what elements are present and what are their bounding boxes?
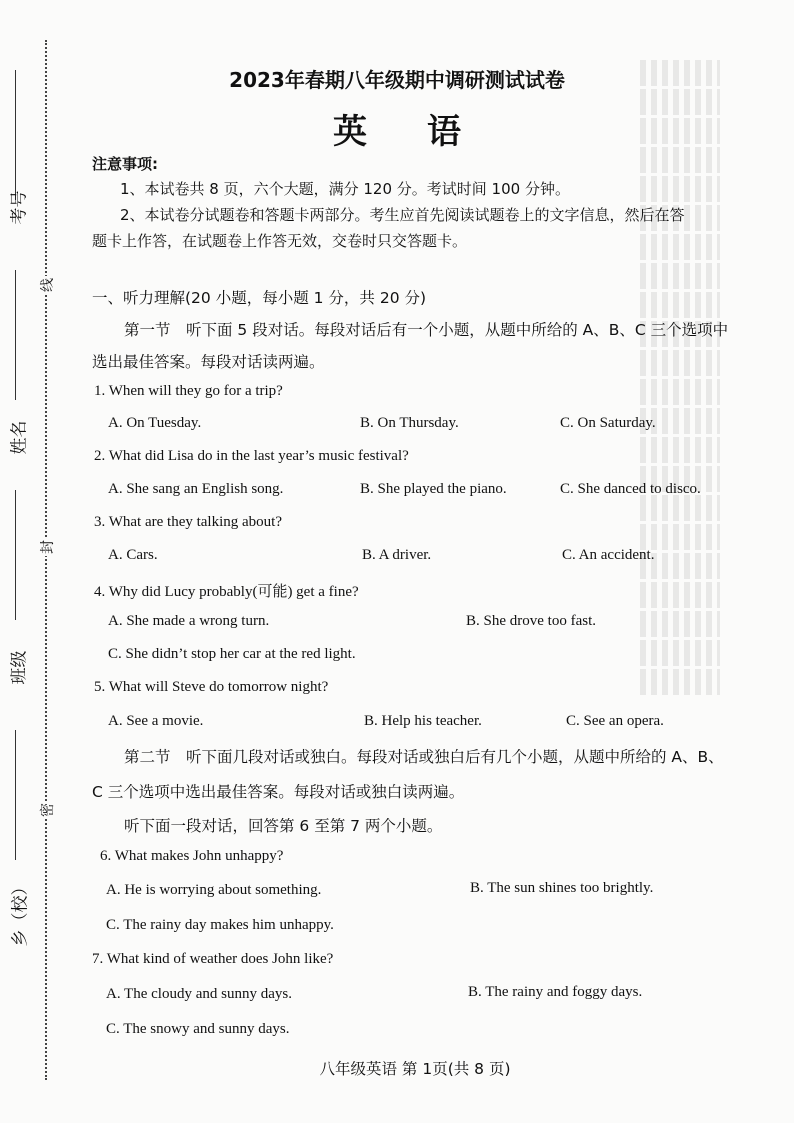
option-c: C. She danced to disco. bbox=[560, 481, 701, 497]
page-footer: 八年级英语 第 1页(共 8 页) bbox=[319, 1060, 511, 1078]
dotline-word-line: 线 bbox=[37, 276, 57, 294]
question: 4. Why did Lucy probably(可能) get a fine? bbox=[94, 584, 359, 600]
dotline-word-secret: 密 bbox=[37, 801, 57, 819]
option-b: B. She played the piano. bbox=[360, 481, 507, 497]
question: 7. What kind of weather does John like? bbox=[92, 951, 334, 967]
option-b: B. The sun shines too brightly. bbox=[470, 880, 654, 896]
question: 2. What did Lisa do in the last year’s music festival? bbox=[94, 448, 409, 464]
option-a: A. He is worrying about something. bbox=[106, 882, 322, 898]
option-b: B. Help his teacher. bbox=[364, 713, 482, 729]
option-c: C. An accident. bbox=[562, 547, 655, 563]
part2-instruction: C 三个选项中选出最佳答案。每段对话或独白读两遍。 bbox=[92, 783, 465, 801]
section-heading: 一、听力理解(20 小题，每小题 1 分，共 20 分) bbox=[92, 289, 427, 307]
part2-instruction: 第二节 听下面几段对话或独白。每段对话或独白后有几个小题，从题中所给的 A、B、 bbox=[124, 748, 724, 766]
option-b: B. On Thursday. bbox=[360, 415, 459, 431]
question: 1. When will they go for a trip? bbox=[94, 383, 283, 399]
option-a: A. The cloudy and sunny days. bbox=[106, 986, 292, 1002]
option-c: C. On Saturday. bbox=[560, 415, 656, 431]
option-a: A. Cars. bbox=[108, 547, 158, 563]
exam-title: 2023年春期八年级期中调研测试试卷 bbox=[229, 68, 565, 92]
blank-line bbox=[15, 490, 16, 620]
label-township-school: 乡（校） bbox=[10, 878, 31, 947]
blank-line bbox=[15, 730, 16, 860]
binding-dotted-line bbox=[45, 40, 47, 1080]
option-b: B. She drove too fast. bbox=[466, 613, 596, 629]
option-b: B. A driver. bbox=[362, 547, 432, 563]
bleed-through-texture bbox=[640, 60, 790, 760]
option-b: B. The rainy and foggy days. bbox=[468, 984, 643, 1000]
label-exam-number: 考号 bbox=[9, 190, 30, 225]
option-a: A. She made a wrong turn. bbox=[108, 613, 270, 629]
part1-instruction: 选出最佳答案。每段对话读两遍。 bbox=[92, 353, 325, 371]
part2-instruction: 听下面一段对话，回答第 6 至第 7 两个小题。 bbox=[124, 817, 443, 835]
label-class: 班级 bbox=[9, 650, 30, 685]
label-name: 姓名 bbox=[9, 420, 30, 455]
notes-heading: 注意事项: bbox=[92, 155, 158, 173]
notes-item: 题卡上作答，在试题卷上作答无效，交卷时只交答题卡。 bbox=[92, 232, 468, 250]
notes-item: 1、本试卷共 8 页，六个大题，满分 120 分。考试时间 100 分钟。 bbox=[120, 180, 570, 198]
option-c: C. The rainy day makes him unhappy. bbox=[106, 917, 334, 933]
option-c: C. She didn’t stop her car at the red light. bbox=[108, 646, 356, 662]
question: 5. What will Steve do tomorrow night? bbox=[94, 679, 329, 695]
dotline-word-seal: 封 bbox=[37, 538, 57, 556]
question: 3. What are they talking about? bbox=[94, 514, 282, 530]
blank-line bbox=[15, 270, 16, 400]
option-a: A. She sang an English song. bbox=[108, 481, 284, 497]
option-a: A. On Tuesday. bbox=[108, 415, 202, 431]
option-c: C. The snowy and sunny days. bbox=[106, 1021, 290, 1037]
question: 6. What makes John unhappy? bbox=[100, 848, 284, 864]
option-a: A. See a movie. bbox=[108, 713, 204, 729]
notes-item: 2、本试卷分试题卷和答题卡两部分。考生应首先阅读试题卷上的文字信息，然后在答 bbox=[120, 206, 685, 224]
part1-instruction: 第一节 听下面 5 段对话。每段对话后有一个小题，从题中所给的 A、B、C 三个选项中 bbox=[124, 321, 729, 339]
option-c: C. See an opera. bbox=[566, 713, 664, 729]
binding-margin bbox=[0, 0, 62, 1123]
subject-title: 英语 bbox=[333, 112, 521, 152]
